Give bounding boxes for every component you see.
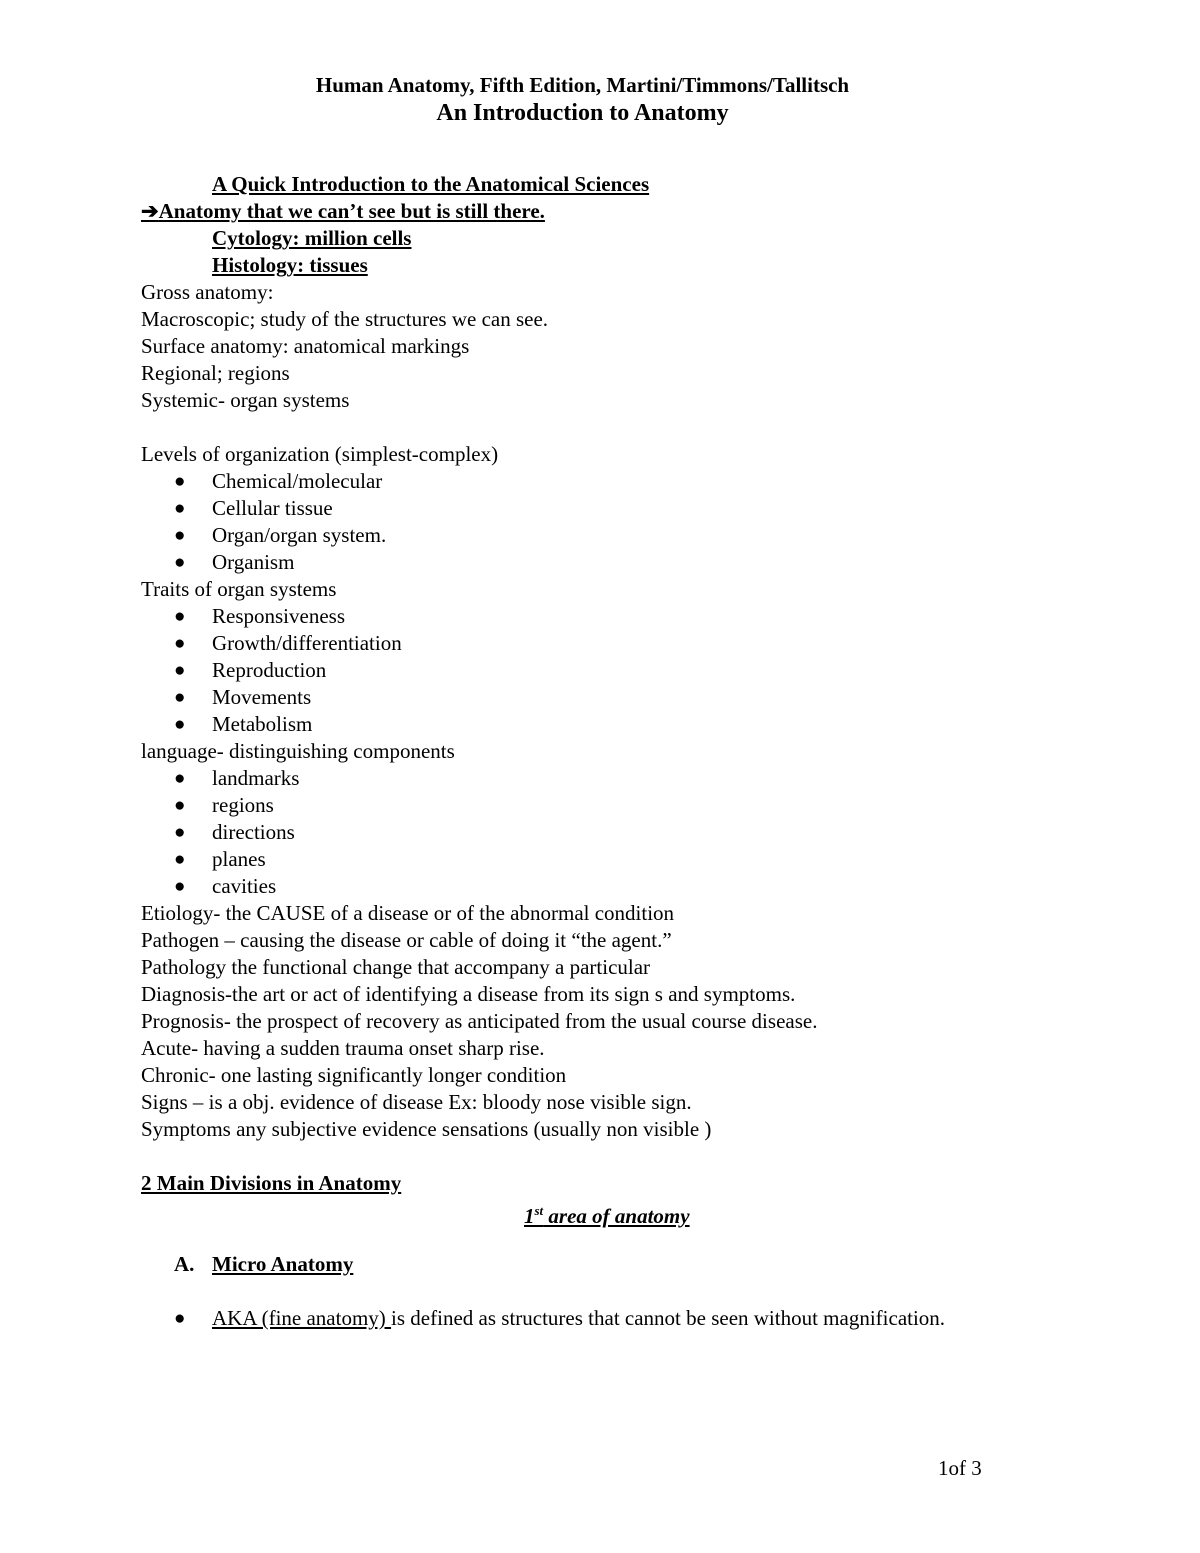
levels-title: Levels of organization (simplest-complex) (141, 442, 499, 466)
list-item: ● Growth/differentiation (174, 631, 402, 655)
list-item: ● Organism (174, 550, 295, 574)
language-title: language- distinguishing components (141, 739, 455, 763)
list-item: ● regions (174, 793, 274, 817)
definition-line: Pathogen – causing the disease or cable of doing it “the agent.” (141, 928, 672, 952)
list-item: ● Reproduction (174, 658, 327, 682)
intro-line: Gross anatomy: (141, 280, 274, 304)
list-item: ● Cellular tissue (174, 496, 333, 520)
traits-title: Traits of organ systems (141, 577, 337, 601)
intro-line: Surface anatomy: anatomical markings (141, 334, 470, 358)
bullet-icon: ● (174, 552, 186, 573)
definition-line: Prognosis- the prospect of recovery as anticipated from the usual course disease. (141, 1009, 818, 1033)
definition-line: Acute- having a sudden trauma onset sharp rise. (141, 1036, 545, 1060)
definition-line: Etiology- the CAUSE of a disease or of the abnormal condition (141, 901, 675, 925)
definition-line: Diagnosis-the art or act of identifying a disease from its sign s and symptoms. (141, 982, 796, 1006)
document-body (141, 171, 1041, 1332)
arrow-text: Anatomy that we can’t see but is still there. (158, 199, 545, 223)
intro-line: Macroscopic; study of the structures we can see. (141, 307, 549, 331)
bullet-icon: ● (174, 660, 186, 681)
definition-line: Chronic- one lasting significantly longer condition (141, 1063, 567, 1087)
bullet-icon: ● (174, 471, 186, 492)
bullet-icon: ● (174, 633, 186, 654)
divisions-title: 2 Main Divisions in Anatomy (141, 1171, 402, 1195)
bullet-icon: ● (174, 606, 186, 627)
intro-line: Regional; regions (141, 361, 290, 385)
list-item: ● Metabolism (174, 712, 313, 736)
definition-line: Pathology the functional change that accompany a particular (141, 955, 651, 979)
list-item: ● landmarks (174, 766, 300, 790)
bullet-icon: ● (174, 687, 186, 708)
list-item: ● planes (174, 847, 266, 871)
bullet-icon: ● (174, 498, 186, 519)
section-heading: A. Micro Anatomy (174, 1252, 354, 1276)
book-title: Human Anatomy, Fifth Edition, Martini/Timmons/Tallitsch (315, 73, 850, 97)
arrow-icon: ➔ (141, 199, 159, 223)
intro-line: Systemic- organ systems (141, 388, 350, 412)
list-item: ● cavities (174, 874, 277, 898)
list-item: ● Responsiveness (174, 604, 345, 628)
list-item: ● AKA (fine anatomy) is defined as structures that cannot be seen without magnification. (174, 1306, 946, 1330)
bullet-icon: ● (174, 876, 186, 897)
arrow-line (141, 198, 1041, 225)
definition-line: Symptoms any subjective evidence sensations (usually non visible ) (141, 1117, 712, 1141)
bullet-icon: ● (174, 849, 186, 870)
bullet-icon: ● (174, 795, 186, 816)
bullet-icon: ● (174, 525, 186, 546)
area-heading: 1st area of anatomy (524, 1203, 690, 1228)
bullet-icon: ● (174, 1308, 186, 1329)
intro-heading: A Quick Introduction to the Anatomical Sciences (212, 172, 650, 196)
cytology-line: Cytology: million cells (212, 226, 412, 250)
page-number: 1of 3 (938, 1456, 982, 1480)
bullet-icon: ● (174, 768, 186, 789)
definition-line: Signs – is a obj. evidence of disease Ex: bloody nose visible sign. (141, 1090, 692, 1114)
list-item: ● directions (174, 820, 295, 844)
bullet-icon: ● (174, 822, 186, 843)
histology-line: Histology: tissues (212, 253, 368, 277)
chapter-title: An Introduction to Anatomy (436, 100, 729, 126)
list-item: ● Movements (174, 685, 312, 709)
list-item: ● Chemical/molecular (174, 469, 383, 493)
list-item: ● Organ/organ system. (174, 523, 387, 547)
bullet-icon: ● (174, 714, 186, 735)
